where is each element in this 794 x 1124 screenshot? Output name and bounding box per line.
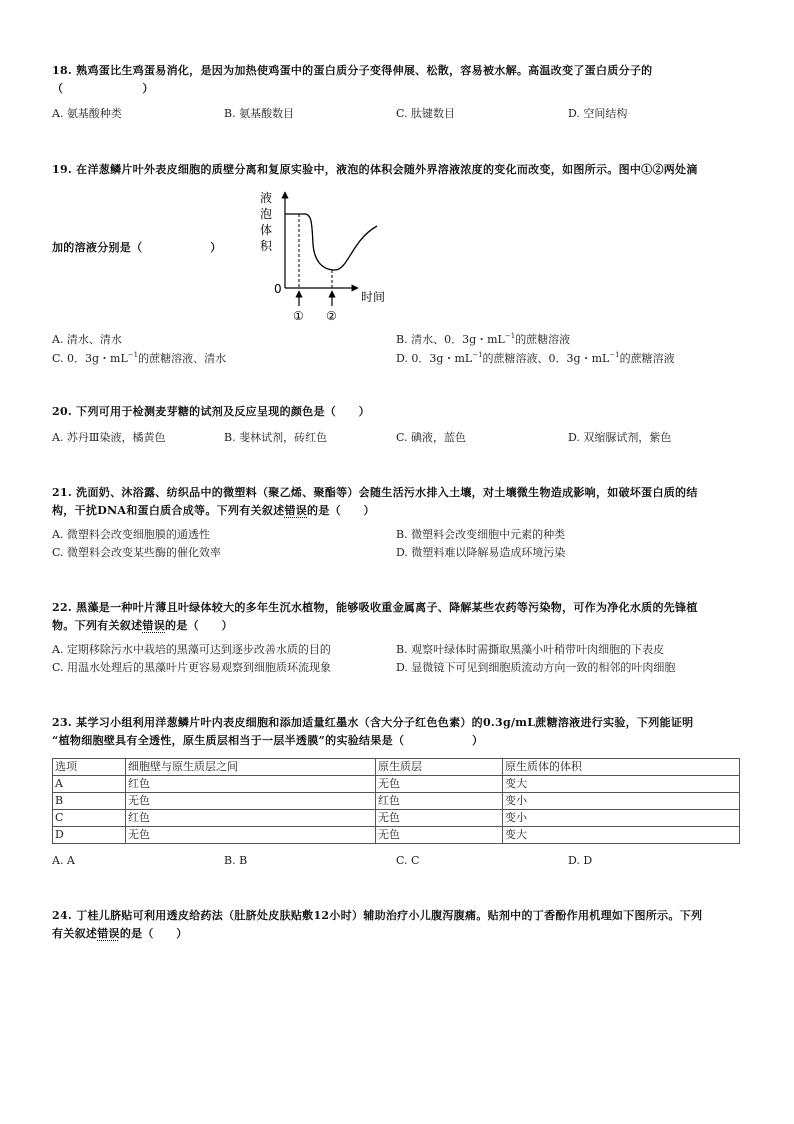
q18-option-d[interactable]: D. 空间结构 [568, 107, 628, 120]
q19-option-c[interactable] [52, 350, 226, 368]
q20-option-b[interactable]: B. 斐林试剂，砖红色 [224, 431, 328, 444]
table-header-cell: 原生质层 [376, 759, 503, 776]
q19-option-c-exponent: −1 [127, 351, 139, 359]
marker-label-2: ② [326, 309, 337, 323]
table-cell: 无色 [376, 827, 503, 844]
table-row [53, 793, 740, 810]
q19-option-b[interactable] [396, 331, 570, 349]
q19-option-b-text2: 的蔗糖溶液 [515, 333, 571, 346]
table-header-cell: 细胞壁与原生质层之间 [126, 759, 376, 776]
question-24-stem [52, 907, 742, 943]
question-24-emphasis: 错误 [97, 927, 120, 940]
question-23-line1: 23. 某学习小组利用洋葱鳞片叶内表皮细胞和添加适量红墨水（含大分子红色色素）的0.3g/mL蔗糖溶液进行实验，下列能证明 [52, 716, 694, 729]
q20-option-a[interactable]: A. 苏丹Ⅲ染液，橘黄色 [52, 431, 166, 444]
question-20-stem: 20. 下列可用于检测麦芽糖的试剂及反应呈现的颜色是（ ） [52, 405, 370, 418]
question-22-line2-text2: 的是（ ） [165, 619, 233, 632]
origin-label: 0 [274, 282, 282, 296]
table-header-row [53, 759, 740, 776]
table-cell: 红色 [376, 793, 503, 810]
q23-option-c[interactable]: C. C [396, 854, 420, 867]
table-cell: 无色 [376, 810, 503, 827]
question-21-emphasis: 错误 [284, 504, 308, 517]
y-axis-label-char-3: 体 [260, 223, 273, 237]
table-cell: C [53, 810, 126, 827]
q19-option-d-exponent-1: −1 [472, 351, 483, 359]
question-19-line1: 19. 在洋葱鳞片叶外表皮细胞的质壁分离和复原实验中，液泡的体积会随外界溶液浓度的变化而改变，如图所示。图中①②两处滴 [52, 163, 698, 176]
marker-label-1: ① [293, 309, 304, 323]
question-23-stem [52, 714, 742, 750]
table-cell: 无色 [376, 776, 503, 793]
x-axis-label: 时间 [361, 290, 386, 304]
y-axis-label-char-1: 液 [260, 191, 273, 205]
q19-option-d[interactable] [396, 350, 675, 368]
q21-option-a[interactable]: A. 微塑料会改变细胞膜的通透性 [52, 528, 210, 541]
question-18-line2: （ ） [52, 82, 154, 95]
q22-option-b[interactable]: B. 观察叶绿体时需撕取黑藻小叶稍带叶肉细胞的下表皮 [396, 643, 665, 656]
q19-option-d-text3: 的蔗糖溶液 [619, 352, 675, 365]
q21-option-d[interactable]: D. 微塑料难以降解易造成环境污染 [396, 546, 566, 559]
question-24-line1: 24. 丁桂儿脐贴可利用透皮给药法（肚脐处皮肤贴敷12小时）辅助治疗小儿腹泻腹痛。贴剂中的丁香酚作用机理如下图所示。下列 [52, 909, 703, 922]
y-axis-label-char-4: 积 [260, 239, 273, 253]
question-18-line1: 18. 熟鸡蛋比生鸡蛋易消化，是因为加热使鸡蛋中的蛋白质分子变得伸展、松散，容易被水解。高温改变了蛋白质分子的 [52, 64, 653, 77]
table-cell: A [53, 776, 126, 793]
question-22-stem [52, 599, 742, 635]
table-cell: 红色 [126, 776, 376, 793]
question-22-line1: 22. 黑藻是一种叶片薄且叶绿体较大的多年生沉水植物，能够吸收重金属离子、降解某些农药等污染物，可作为净化水质的先锋植 [52, 601, 698, 614]
table-cell: 变小 [503, 793, 740, 810]
q20-option-d[interactable]: D. 双缩脲试剂，紫色 [568, 431, 672, 444]
table-row [53, 810, 740, 827]
q22-option-a[interactable]: A. 定期移除污水中栽培的黑藻可达到逐步改善水质的目的 [52, 643, 331, 656]
table-cell: 无色 [126, 793, 376, 810]
q22-option-c[interactable]: C. 用温水处理后的黑藻叶片更容易观察到细胞质环流现象 [52, 661, 332, 674]
table-header-cell: 选项 [53, 759, 126, 776]
question-23-line2: “植物细胞壁具有全透性，原生质层相当于一层半透膜”的实验结果是（ ） [52, 734, 484, 747]
question-21-line2-text2: 的是（ ） [307, 504, 375, 517]
table-cell: D [53, 827, 126, 844]
q23-option-a[interactable]: A. A [52, 854, 75, 867]
q19-option-c-text2: 的蔗糖溶液、清水 [138, 352, 227, 365]
q18-option-a[interactable]: A. 氨基酸种类 [52, 107, 122, 120]
table-header-cell: 原生质体的体积 [503, 759, 740, 776]
q19-option-b-text1: B. 清水、0．3g・mL [396, 333, 505, 346]
y-axis-label-char-2: 泡 [260, 207, 273, 221]
q18-option-c[interactable]: C. 肽键数目 [396, 107, 456, 120]
table-cell: 变小 [503, 810, 740, 827]
q22-option-d[interactable]: D. 显微镜下可见到细胞质流动方向一致的相邻的叶肉细胞 [396, 661, 676, 674]
table-row [53, 776, 740, 793]
q23-results-table [52, 758, 740, 844]
question-21-line2-text1: 构，干扰DNA和蛋白质合成等。下列有关叙述 [52, 504, 285, 517]
question-19-line2: 加的溶液分别是（ ） [52, 241, 222, 254]
q19-option-d-text1: D. 0．3g・mL [396, 352, 473, 365]
question-22-line2 [52, 617, 742, 635]
q19-option-d-text2: 的蔗糖溶液、0．3g・mL [482, 352, 610, 365]
q19-option-c-text1: C. 0．3g・mL [52, 352, 128, 365]
table-cell: 变大 [503, 776, 740, 793]
table-cell: 变大 [503, 827, 740, 844]
question-24-line2-text2: 的是（ ） [119, 927, 188, 940]
q23-option-d[interactable]: D. D [568, 854, 593, 867]
question-24-line2 [52, 925, 742, 943]
table-cell: B [53, 793, 126, 810]
question-22-emphasis: 错误 [142, 619, 166, 632]
table-cell: 红色 [126, 810, 376, 827]
question-24-line2-text1: 有关叙述 [52, 927, 98, 940]
question-21-stem [52, 484, 742, 520]
table-row [53, 827, 740, 844]
q19-option-d-exponent-2: −1 [609, 351, 620, 359]
q19-option-b-exponent: −1 [504, 332, 516, 340]
question-18-stem [52, 62, 742, 98]
q21-option-c[interactable]: C. 微塑料会改变某些酶的催化效率 [52, 546, 222, 559]
table-cell: 无色 [126, 827, 376, 844]
q23-option-b[interactable]: B. B [224, 854, 248, 867]
question-22-line2-text1: 物。下列有关叙述 [52, 619, 143, 632]
q20-option-c[interactable]: C. 碘液，蓝色 [396, 431, 467, 444]
q19-option-a[interactable]: A. 清水、清水 [52, 333, 122, 346]
question-21-line1: 21. 洗面奶、沐浴露、纺织品中的微塑料（聚乙烯、聚酯等）会随生活污水排入土壤，对土壤微生物造成影响，如破坏蛋白质的结 [52, 486, 698, 499]
vacuole-volume-graph [250, 186, 400, 326]
q21-option-b[interactable]: B. 微塑料会改变细胞中元素的种类 [396, 528, 566, 541]
question-21-line2 [52, 502, 742, 520]
q18-option-b[interactable]: B. 氨基酸数目 [224, 107, 295, 120]
